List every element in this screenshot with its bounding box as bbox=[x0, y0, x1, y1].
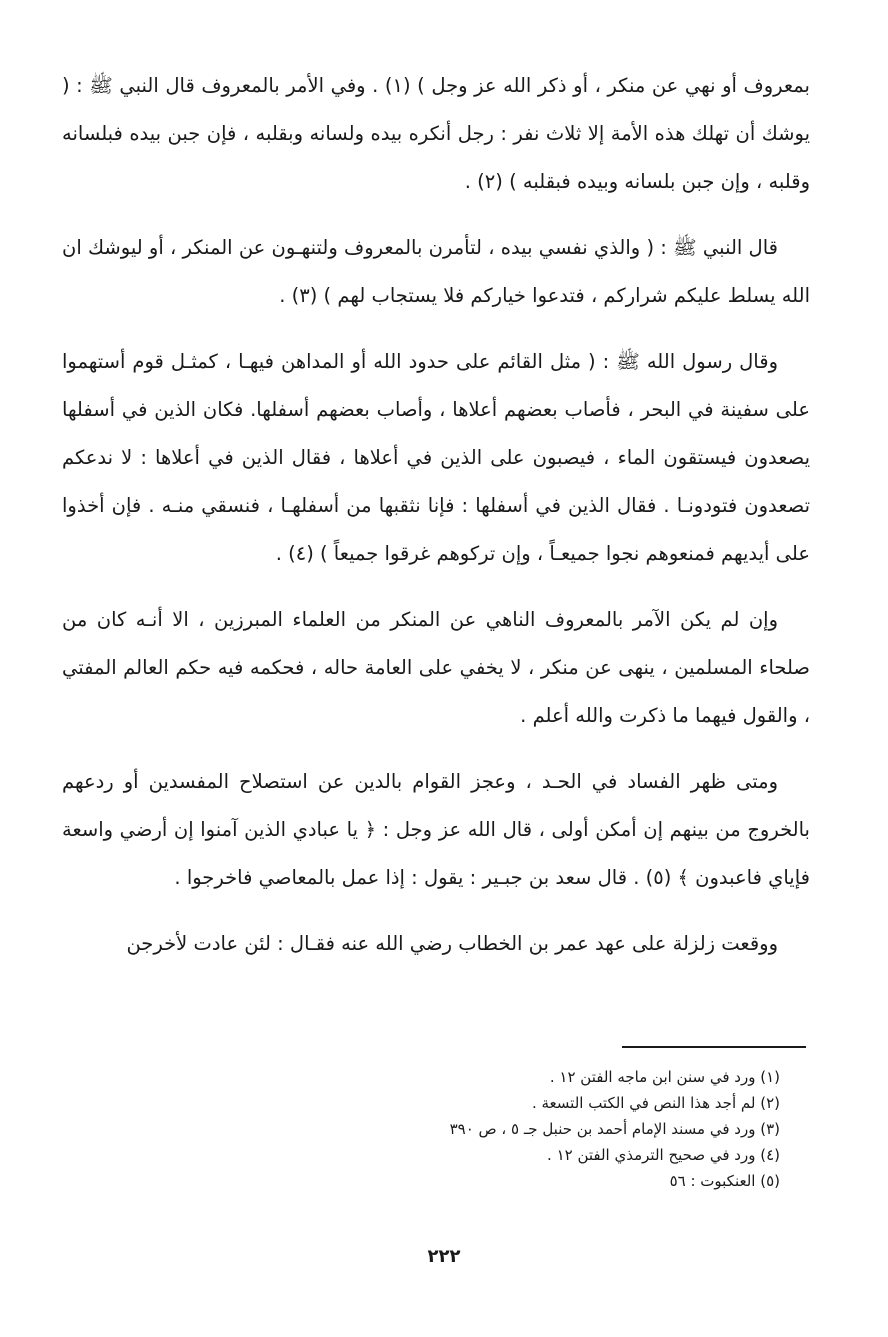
paragraph-6: ووقعت زلزلة على عهد عمر بن الخطاب رضي الله عنه فقـال : لئن عادت لأخرجن bbox=[126, 932, 778, 955]
footnote-3: (٣) ورد في مسند الإمام أحمد بن حنبل جـ ٥ ، ص ٣٩٠ bbox=[449, 1120, 780, 1138]
paragraph-5: ومتى ظهر الفساد في الحـد ، وعجز القوام بالدين عن استصلاح المفسدين أو ردعهم بالخروج من بينهم إن أمكن أولى ، قال الله عز وجل : ﴿ يا عبادي الذين آمنوا إن أرضي واسعة فإياي فاعبدون ﴾ (٥) . قال سعد بن جبـير : يقول : إذا عمل بالمعاصي فاخرجوا . bbox=[62, 770, 810, 889]
paragraph-4: وإن لم يكن الآمر بالمعروف الناهي عن المنكر من العلماء المبرزين ، الا أنـه كان من صلحاء المسلمين ، ينهى عن منكر ، لا يخفي على العامة حاله ، فحكمه فيه حكم العالم المفتي ، والقول فيهما ما ذكرت والله أعلم . bbox=[62, 608, 810, 727]
paragraph-2: قال النبي ﷺ : ( والذي نفسي بيده ، لتأمرن بالمعروف ولتنهـون عن المنكر ، أو ليوشك ان الله يسلط عليكم شراركم ، فتدعوا خياركم فلا يستجاب لهم ) (٣) . bbox=[62, 236, 810, 307]
paragraph-3: وقال رسول الله ﷺ : ( مثل القائم على حدود الله أو المداهن فيهـا ، كمثـل قوم أستهموا على سفينة في البحر ، فأصاب بعضهم أعلاها ، وأصاب بعضهم أسفلها. فكان الذين في أسفلها يصعدون فيستقون الماء ، فيصبون على الذين في أعلاها ، فقال الذين في أعلاها : لا ندعكم تصعدون فتودونـا . فقال الذين في أسفلها : فإنا نثقبها من أسفلهـا ، فنسقي منـه . فإن أخذوا على أيديهم فمنعوهم نجوا جميعـاً ، وإن تركوهم غرقوا جميعاً ) (٤) . bbox=[62, 350, 810, 565]
footnote-1: (١) ورد في سنن ابن ماجه الفتن ١٢ . bbox=[549, 1068, 780, 1086]
footnote-divider bbox=[622, 1046, 806, 1048]
footnotes bbox=[180, 1064, 780, 1194]
main-text bbox=[62, 62, 810, 986]
footnote-2: (٢) لم أجد هذا النص في الكتب التسعة . bbox=[531, 1094, 780, 1112]
footnote-4: (٤) ورد في صحيح الترمذي الفتن ١٢ . bbox=[547, 1146, 780, 1164]
paragraph-1: بمعروف أو نهي عن منكر ، أو ذكر الله عز وجل ) (١) . وفي الأمر بالمعروف قال النبي ﷺ : ( يوشك أن تهلك هذه الأمة إلا ثلاث نفر : رجل أنكره بيده ولسانه وبقلبه ، فإن جبن بيده فبلسانه وقلبه ، وإن جبن بلسانه وبيده فبقلبه ) (٢) . bbox=[62, 74, 810, 193]
footnote-5: (٥) العنكبوت : ٥٦ bbox=[669, 1172, 780, 1190]
page-number: ٢٢٢ bbox=[427, 1246, 461, 1267]
